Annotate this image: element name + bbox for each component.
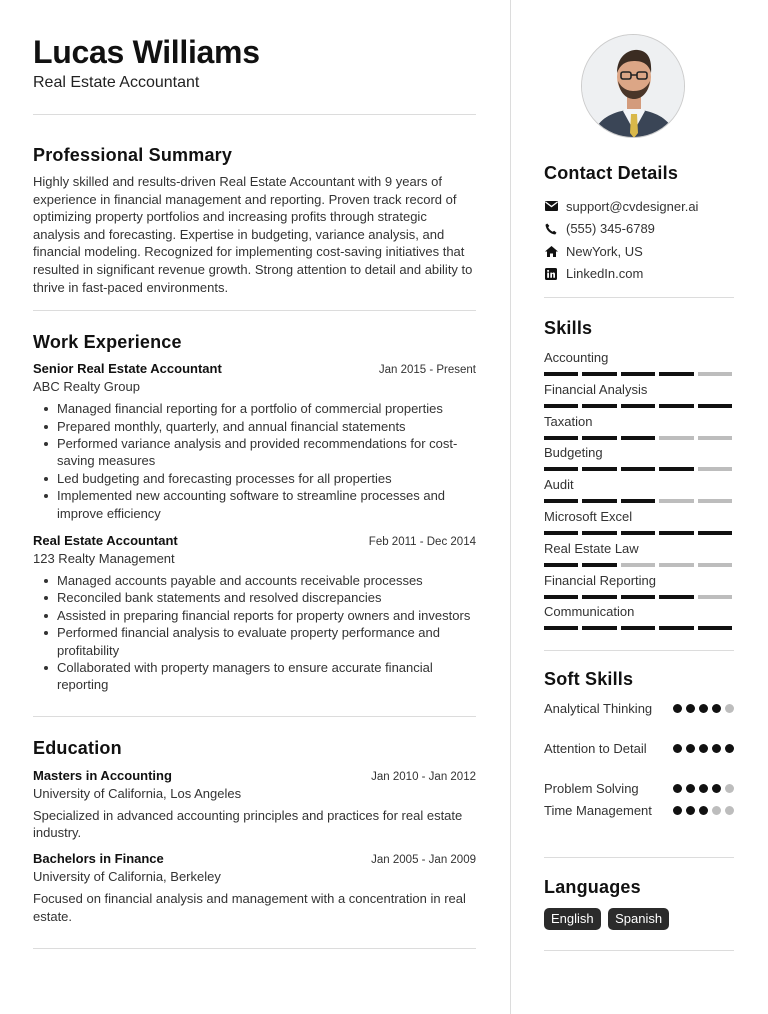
job-dates: Jan 2015 - Present — [378, 364, 476, 377]
list-item: Performed variance analysis and provided recommendations for cost-saving measures — [33, 435, 476, 470]
linkedin-icon — [544, 267, 558, 281]
skill-level-bar — [544, 467, 734, 471]
skill-level-segment — [544, 372, 578, 376]
list-item: Managed accounts payable and accounts receivable processes — [33, 572, 476, 589]
skill-name: Microsoft Excel — [544, 508, 633, 524]
summary-text: Highly skilled and results-driven Real Estate Accountant with 9 years of experience in financial management and reporting. Proven track record of optimizing property portfolios and increasing profits through strategic analysis and forecasting. Expertise in budgeting, variance analysis, and financial modeling. Recognized for implementing cost-saving initiatives that resulted in significant revenue growth. Strong attention to detail and ability to thrive in fast-paced environments. — [33, 174, 473, 295]
skill-level-segment — [582, 404, 616, 408]
candidate-role: Real Estate Accountant — [33, 74, 200, 91]
skill-level-segment — [698, 563, 732, 567]
contact-heading: Contact Details — [544, 163, 679, 183]
skill-level-segment — [544, 595, 578, 599]
skill-level-segment — [621, 436, 655, 440]
contact-email-text: support@cvdesigner.ai — [566, 198, 699, 214]
job-company: ABC Realty Group — [33, 379, 140, 395]
skill-level-segment — [659, 626, 693, 630]
job-dates: Feb 2011 - Dec 2014 — [368, 536, 476, 548]
skill-level-segment — [659, 404, 693, 408]
rating-dot — [699, 784, 708, 793]
soft-skill-rating — [673, 806, 734, 815]
language-badge: Spanish — [608, 908, 669, 930]
rating-dot — [686, 744, 695, 753]
skill-item — [544, 604, 734, 636]
rating-dot — [686, 784, 695, 793]
skill-level-bar — [544, 499, 734, 503]
skill-level-bar — [544, 626, 734, 630]
skill-level-segment — [698, 372, 732, 376]
skill-level-segment — [698, 404, 732, 408]
skill-level-segment — [621, 563, 655, 567]
skill-level-segment — [621, 499, 655, 503]
skill-level-bar — [544, 436, 734, 440]
skill-level-segment — [621, 467, 655, 471]
languages-heading: Languages — [544, 877, 641, 897]
rating-dot — [673, 744, 682, 753]
skill-level-segment — [698, 499, 732, 503]
skill-level-segment — [659, 499, 693, 503]
column-divider — [510, 0, 511, 1014]
envelope-icon — [544, 199, 558, 213]
skill-level-segment — [659, 467, 693, 471]
education-dates: Jan 2010 - Jan 2012 — [371, 770, 476, 783]
rating-dot — [673, 704, 682, 713]
languages-list — [544, 908, 734, 930]
avatar — [581, 34, 685, 138]
skill-level-segment — [582, 499, 616, 503]
divider — [33, 114, 476, 115]
skill-level-segment — [698, 436, 732, 440]
education-desc: Focused on financial analysis and management with a concentration in real estate. — [33, 891, 466, 924]
job-title: Real Estate Accountant — [33, 533, 178, 548]
skills-heading: Skills — [544, 318, 593, 338]
skill-level-segment — [621, 404, 655, 408]
skill-level-segment — [582, 436, 616, 440]
rating-dot — [725, 704, 734, 713]
contact-email[interactable] — [544, 195, 734, 218]
skill-level-segment — [582, 531, 616, 535]
skill-name: Accounting — [544, 350, 609, 365]
soft-skill-name: Attention to Detail — [544, 741, 647, 756]
skill-item — [544, 541, 734, 573]
list-item: Performed financial analysis to evaluate property performance and profitability — [33, 624, 476, 659]
education-dates: Jan 2005 - Jan 2009 — [371, 854, 476, 867]
skill-level-segment — [582, 595, 616, 599]
skill-item — [544, 350, 734, 382]
rating-dot — [686, 806, 695, 815]
list-item: Implemented new accounting software to streamline processes and improve efficiency — [33, 487, 476, 522]
soft-skill-name: Analytical Thinking — [544, 701, 653, 716]
soft-skill-item — [544, 740, 734, 780]
divider — [33, 716, 476, 717]
contact-phone[interactable] — [544, 218, 734, 241]
soft-skills-list — [544, 700, 734, 842]
soft-skills-heading: Soft Skills — [544, 669, 634, 689]
rating-dot — [712, 784, 721, 793]
skill-level-bar — [544, 531, 734, 535]
skill-level-segment — [544, 436, 578, 440]
soft-skill-rating — [673, 784, 734, 793]
rating-dot — [725, 744, 734, 753]
education-entry — [33, 767, 476, 842]
list-item: Prepared monthly, quarterly, and annual financial statements — [33, 418, 476, 435]
soft-skill-item — [544, 802, 734, 842]
rating-dot — [673, 784, 682, 793]
skill-name: Real Estate Law — [544, 540, 639, 556]
divider — [544, 857, 734, 858]
skill-item — [544, 477, 734, 509]
job-title: Senior Real Estate Accountant — [33, 361, 222, 377]
soft-skill-item — [544, 700, 734, 740]
skill-level-bar — [544, 372, 734, 376]
job-entry — [33, 532, 476, 694]
rating-dot — [712, 806, 721, 815]
candidate-name: Lucas Williams — [33, 34, 260, 70]
skill-item — [544, 509, 734, 541]
skill-level-segment — [544, 563, 578, 567]
skill-level-segment — [621, 372, 655, 376]
skill-level-segment — [582, 372, 616, 376]
skill-level-segment — [659, 436, 693, 440]
contact-linkedin-text: LinkedIn.com — [566, 266, 644, 282]
degree-title: Bachelors in Finance — [33, 851, 164, 867]
skill-level-segment — [621, 595, 655, 599]
divider — [544, 650, 734, 651]
education-heading: Education — [33, 737, 122, 758]
list-item: Assisted in preparing financial reports for property owners and investors — [33, 607, 476, 624]
language-badge: English — [544, 908, 601, 930]
skill-item — [544, 573, 734, 605]
school-name: University of California, Los Angeles — [33, 785, 242, 801]
skill-item — [544, 414, 734, 446]
skill-level-segment — [544, 626, 578, 630]
experience-heading: Work Experience — [33, 332, 182, 353]
school-name: University of California, Berkeley — [33, 869, 221, 885]
list-item: Led budgeting and forecasting processes for all properties — [33, 470, 476, 487]
rating-dot — [725, 806, 734, 815]
skill-level-segment — [582, 467, 616, 471]
contact-phone-text: (555) 345-6789 — [566, 221, 655, 237]
contact-location-text: NewYork, US — [566, 243, 643, 259]
skill-level-bar — [544, 595, 734, 599]
list-item: Managed financial reporting for a portfolio of commercial properties — [33, 400, 476, 417]
rating-dot — [712, 704, 721, 713]
rating-dot — [725, 784, 734, 793]
rating-dot — [699, 704, 708, 713]
skill-level-bar — [544, 563, 734, 567]
soft-skill-item — [544, 780, 734, 802]
job-entry — [33, 360, 476, 522]
soft-skill-name: Problem Solving — [544, 781, 639, 796]
soft-skill-rating — [673, 704, 734, 713]
skills-list — [544, 350, 734, 636]
education-entry — [33, 850, 476, 925]
skill-level-segment — [544, 467, 578, 471]
soft-skill-rating — [673, 744, 734, 753]
degree-title: Masters in Accounting — [33, 767, 172, 783]
skill-level-segment — [698, 626, 732, 630]
skill-level-segment — [659, 372, 693, 376]
home-icon — [544, 244, 558, 258]
phone-icon — [544, 222, 558, 236]
skill-item — [544, 445, 734, 477]
contact-linkedin[interactable] — [544, 263, 734, 286]
job-bullets — [33, 572, 476, 694]
skill-level-segment — [659, 595, 693, 599]
skill-level-segment — [544, 404, 578, 408]
skill-name: Budgeting — [544, 445, 603, 461]
skill-item — [544, 382, 734, 414]
divider — [33, 310, 476, 311]
skill-name: Audit — [544, 477, 574, 493]
skill-level-segment — [621, 626, 655, 630]
rating-dot — [699, 806, 708, 815]
contact-location — [544, 240, 734, 263]
skill-level-bar — [544, 404, 734, 408]
divider — [544, 297, 734, 298]
skill-level-segment — [698, 531, 732, 535]
soft-skill-name: Time Management — [544, 803, 652, 818]
skill-level-segment — [698, 595, 732, 599]
rating-dot — [673, 806, 682, 815]
skill-name: Communication — [544, 604, 635, 620]
skill-level-segment — [659, 531, 693, 535]
skill-level-segment — [582, 563, 616, 567]
job-company: 123 Realty Management — [33, 551, 175, 566]
skill-name: Financial Analysis — [544, 381, 648, 397]
skill-name: Taxation — [544, 413, 593, 429]
skill-level-segment — [544, 499, 578, 503]
skill-level-segment — [621, 531, 655, 535]
rating-dot — [699, 744, 708, 753]
skill-name: Financial Reporting — [544, 572, 657, 588]
rating-dot — [686, 704, 695, 713]
divider — [544, 950, 734, 951]
skill-level-segment — [544, 531, 578, 535]
summary-heading: Professional Summary — [33, 145, 233, 165]
portrait-icon — [582, 35, 685, 138]
education-desc: Specialized in advanced accounting principles and practices for real estate industry. — [33, 807, 463, 841]
job-bullets — [33, 400, 476, 522]
main-column — [33, 34, 476, 949]
skill-level-segment — [582, 626, 616, 630]
rating-dot — [712, 744, 721, 753]
divider — [33, 948, 476, 949]
list-item: Reconciled bank statements and resolved discrepancies — [33, 589, 476, 606]
contact-list — [544, 195, 734, 285]
skill-level-segment — [698, 467, 732, 471]
skill-level-segment — [659, 563, 693, 567]
list-item: Collaborated with property managers to ensure accurate financial reporting — [33, 659, 476, 694]
